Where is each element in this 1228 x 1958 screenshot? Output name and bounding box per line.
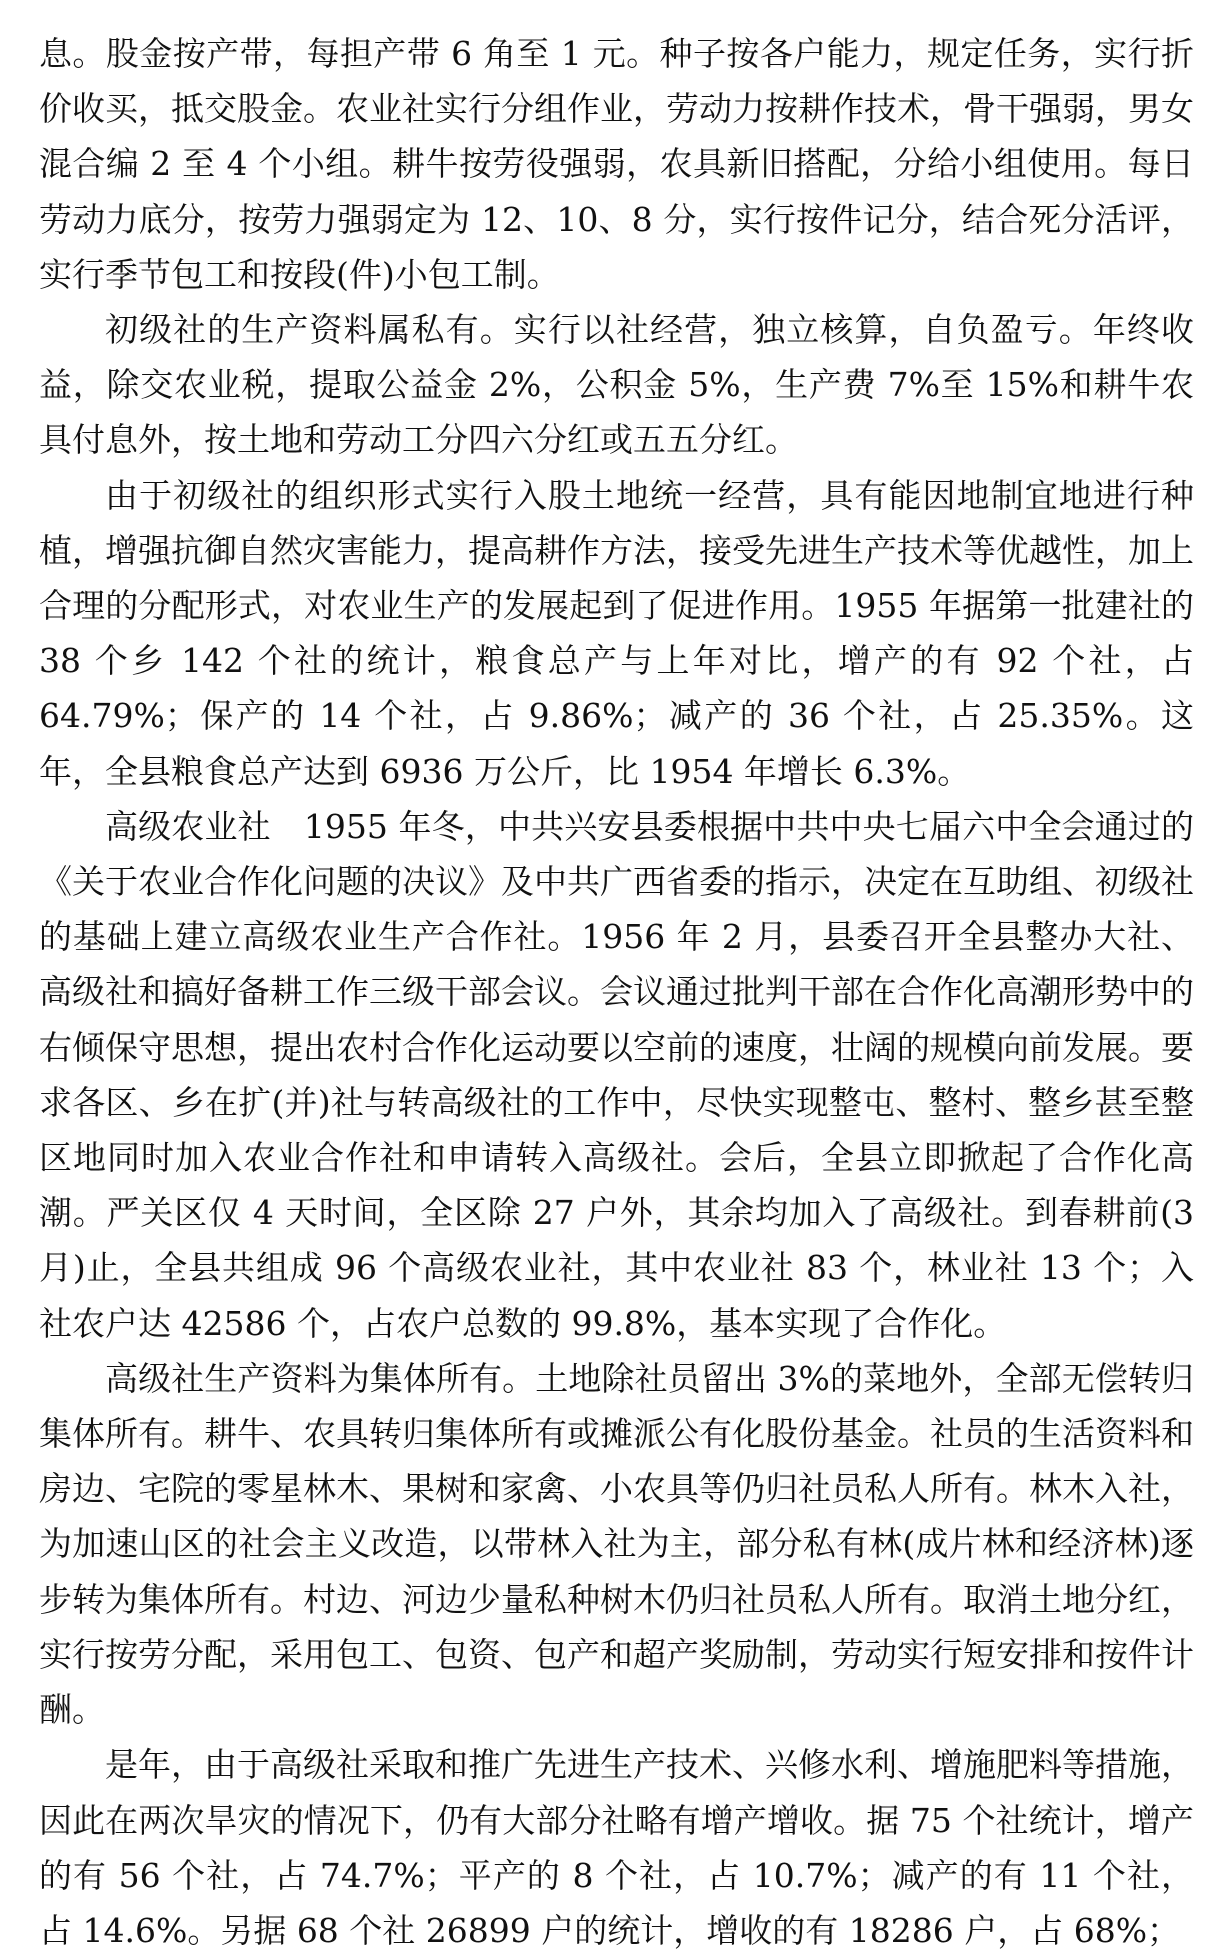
paragraph-4: 高级农业社 1955 年冬，中共兴安县委根据中共中央七届六中全会通过的《关于农业合作化问题的决议》及中共广西省委的指示，决定在互助组、初级社的基础上建立高级农业生产合作社。1956 年 2 月，县委召开全县整办大社、高级社和搞好备耕工作三级干部会议。会议通过批判干部在合作化高潮形势中的右倾保守思想，提出农村合作化运动要以空前的速度，壮阔的规模向前发展。要求各区、乡在扩(并)社与转高级社的工作中，尽快实现整屯、整村、整乡甚至整区地同时加入农业合作社和申请转入高级社。会后，全县立即掀起了合作化高潮。严关区仅 4 天时间，全区除 27 户外，其余均加入了高级社。到春耕前(3 月)止，全县共组成 96 个高级农业社，其中农业社 83 个，林业社 13 个；入社农户达 42586 个，占农户总数的 99.8%，基本实现了合作化。	[39, 806, 1194, 1343]
document-page	[39, 26, 1194, 1958]
paragraph-5: 高级社生产资料为集体所有。土地除社员留出 3%的菜地外，全部无偿转归集体所有。耕牛、农具转归集体所有或摊派公有化股份基金。社员的生活资料和房边、宅院的零星林木、果树和家禽、小农具等仍归社员私人所有。林木入社，为加速山区的社会主义改造，以带林入社为主，部分私有林(成片林和经济林)逐步转为集体所有。村边、河边少量私种树木仍归社员私人所有。取消土地分红，实行按劳分配，采用包工、包资、包产和超产奖励制，劳动实行短安排和按件计酬。	[39, 1358, 1194, 1730]
paragraph-6: 是年，由于高级社采取和推广先进生产技术、兴修水利、增施肥料等措施，因此在两次旱灾的情况下，仍有大部分社略有增产增收。据 75 个社统计，增产的有 56 个社，占 74.7%；平产的 8 个社，占 10.7%；减产的有 11 个社，占 14.6%。另据 68 个社 26899 户的统计，增收的有 18286 户，占 68%；	[39, 1745, 1194, 1950]
paragraph-3: 由于初级社的组织形式实行入股土地统一经营，具有能因地制宜地进行种植，增强抗御自然灾害能力，提高耕作方法，接受先进生产技术等优越性，加上合理的分配形式，对农业生产的发展起到了促进作用。1955 年据第一批建社的 38 个乡 142 个社的统计，粮食总产与上年对比，增产的有 92 个社，占 64.79%；保产的 14 个社，占 9.86%；减产的 36 个社，占 25.35%。这年，全县粮食总产达到 6936 万公斤，比 1954 年增长 6.3%。	[39, 475, 1194, 791]
paragraph-1: 息。股金按产带，每担产带 6 角至 1 元。种子按各户能力，规定任务，实行折价收买，抵交股金。农业社实行分组作业，劳动力按耕作技术，骨干强弱，男女混合编 2 至 4 个小组。耕牛按劳役强弱，农具新旧搭配，分给小组使用。每日劳动力底分，按劳力强弱定为 12、10、8 分，实行按件记分，结合死分活评，实行季节包工和按段(件)小包工制。	[39, 34, 1194, 294]
paragraph-2: 初级社的生产资料属私有。实行以社经营，独立核算，自负盈亏。年终收益，除交农业税，提取公益金 2%，公积金 5%，生产费 7%至 15%和耕牛农具付息外，按土地和劳动工分四六分红或五五分红。	[39, 310, 1194, 460]
